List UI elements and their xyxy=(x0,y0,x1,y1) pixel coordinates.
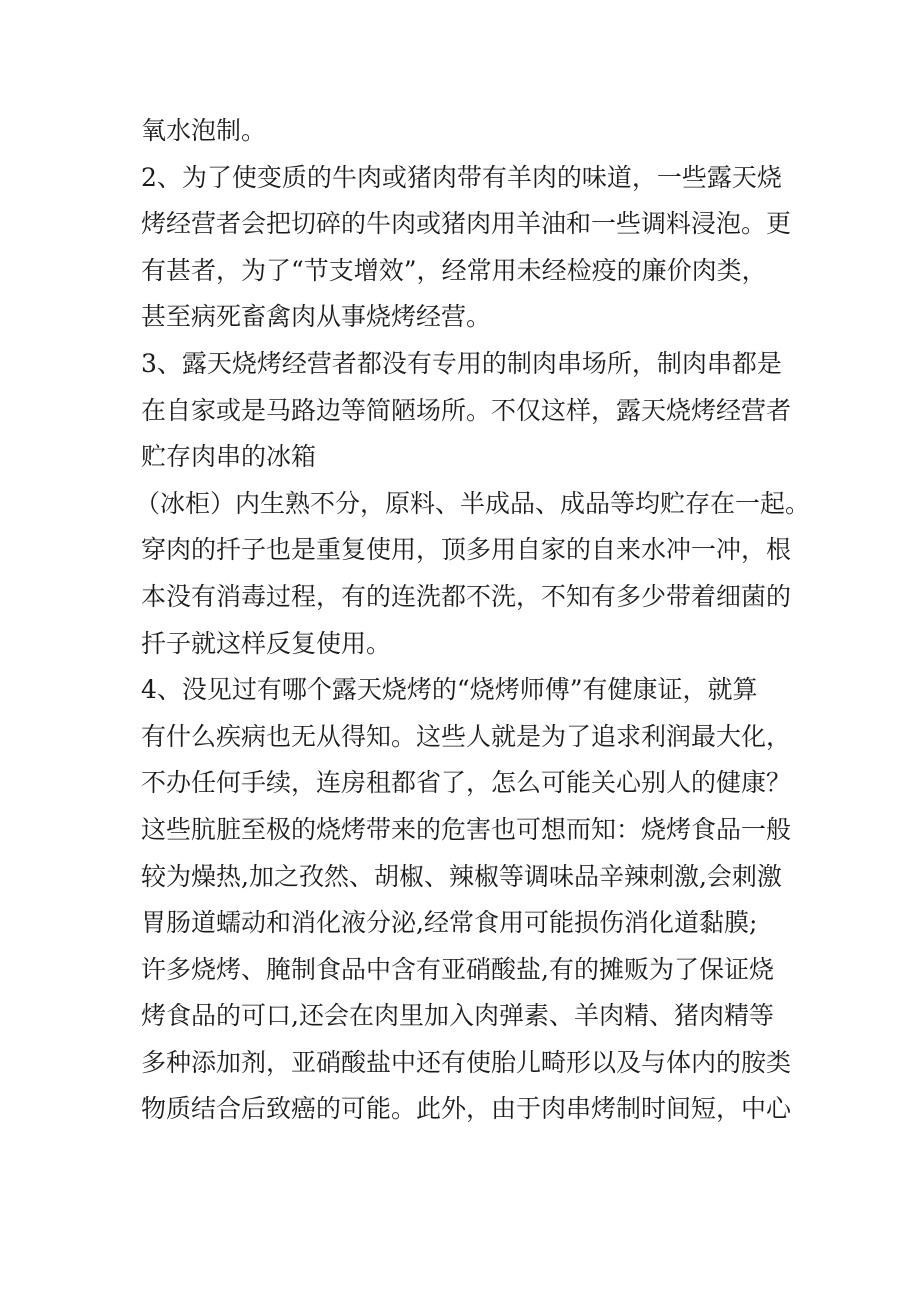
text-line: 穿肉的扦子也是重复使用，顶多用自家的自来水冲一冲，根 xyxy=(141,535,792,565)
text-line: 3、露天烧烤经营者都没有专用的制肉串场所，制肉串都是 xyxy=(141,348,782,378)
text-line: 不办任何手续，连房租都省了，怎么可能关心别人的健康？ xyxy=(141,768,792,798)
text-line: 本没有消毒过程，有的连洗都不洗，不知有多少带着细菌的 xyxy=(141,581,792,611)
text-line: 氧水泡制。 xyxy=(141,116,267,145)
text-line: 贮存肉串的冰箱 xyxy=(141,442,317,472)
text-line: 甚至病死畜禽肉从事烧烤经营。 xyxy=(141,302,492,332)
text-line: 4、没见过有哪个露天烧烤的“烧烤师傅”有健康证，就算 xyxy=(141,675,758,705)
text-line: 较为燥热,加之孜然、胡椒、辣椒等调味品辛辣刺激,会刺激 xyxy=(141,861,782,891)
text-line: 多种添加剂，亚硝酸盐中还有使胎儿畸形以及与体内的胺类 xyxy=(141,1047,792,1077)
text-line: 在自家或是马路边等简陋场所。不仅这样，露天烧烤经营者 xyxy=(141,395,792,425)
text-line: 这些肮脏至极的烧烤带来的危害也可想而知：烧烤食品一般 xyxy=(141,814,792,844)
text-line: 胃肠道蠕动和消化液分泌,经常食用可能损伤消化道黏膜; xyxy=(141,908,758,938)
text-line: 物质结合后致癌的可能。此外，由于肉串烤制时间短，中心 xyxy=(141,1094,792,1124)
text-line: 许多烧烤、腌制食品中含有亚硝酸盐,有的摊贩为了保证烧 xyxy=(141,954,774,984)
text-line: （冰柜）内生熟不分，原料、半成品、成品等均贮存在一起。 xyxy=(135,488,811,518)
text-line: 有什么疾病也无从得知。这些人就是为了追求利润最大化， xyxy=(141,721,792,751)
text-line: 2、为了使变质的牛肉或猪肉带有羊肉的味道，一些露天烧 xyxy=(141,162,782,192)
text-line: 有甚者，为了“节支增效”，经常用未经检疫的廉价肉类， xyxy=(141,255,767,285)
document-body xyxy=(135,108,811,1133)
text-line: 扦子就这样反复使用。 xyxy=(141,628,392,658)
text-line: 烤经营者会把切碎的牛肉或猪肉用羊油和一些调料浸泡。更 xyxy=(141,209,792,239)
text-line: 烤食品的可口,还会在肉里加入肉弹素、羊肉精、猪肉精等 xyxy=(141,1001,774,1031)
